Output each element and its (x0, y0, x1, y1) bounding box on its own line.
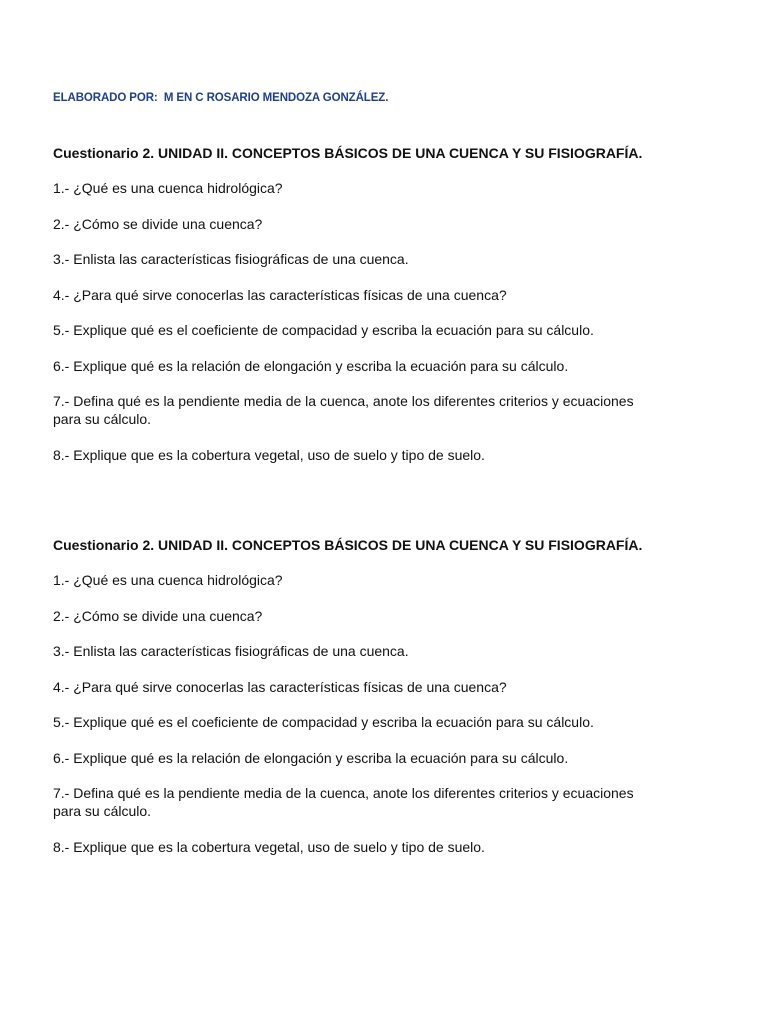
question-8: 8.- Explique que es la cobertura vegetal, uso de suelo y tipo de suelo. (53, 446, 485, 463)
question-7-line-2: para su cálculo. (53, 803, 152, 819)
question-5: 5.- Explique qué es el coeficiente de compacidad y escriba la ecuación para su cálculo. (53, 714, 594, 730)
question-7-line-1: 7.- Defina qué es la pendiente media de la cuenca, anote los diferentes criterios y ecuaciones (53, 785, 634, 801)
question-1: 1.- ¿Qué es una cuenca hidrológica? (53, 180, 283, 196)
section-title: Cuestionario 2. UNIDAD II. CONCEPTOS BÁSICOS DE UNA CUENCA Y SU FISIOGRAFÍA. (53, 145, 643, 161)
question-8: 8.- Explique que es la cobertura vegetal, uso de suelo y tipo de suelo. (53, 838, 485, 855)
question-3: 3.- Enlista las características fisiográficas de una cuenca. (53, 643, 409, 659)
question-5: 5.- Explique qué es el coeficiente de compacidad y escriba la ecuación para su cálculo. (53, 322, 594, 338)
question-4: 4.- ¿Para qué sirve conocerlas las características físicas de una cuenca? (53, 286, 507, 303)
question-2: 2.- ¿Cómo se divide una cuenca? (53, 607, 263, 624)
question-4: 4.- ¿Para qué sirve conocerlas las características físicas de una cuenca? (53, 678, 507, 695)
questionnaire-section-1 (53, 144, 743, 481)
question-7-line-1: 7.- Defina qué es la pendiente media de la cuenca, anote los diferentes criterios y ecuaciones (53, 393, 634, 409)
question-7 (53, 392, 743, 428)
author-line: ELABORADO POR: M EN C ROSARIO MENDOZA GONZÁLEZ. (53, 92, 389, 104)
question-7 (53, 784, 743, 820)
question-6: 6.- Explique qué es la relación de elongación y escriba la ecuación para su cálculo. (53, 749, 569, 766)
questionnaire-section-2 (53, 536, 743, 873)
question-2: 2.- ¿Cómo se divide una cuenca? (53, 215, 263, 232)
question-7-line-2: para su cálculo. (53, 411, 152, 427)
section-title: Cuestionario 2. UNIDAD II. CONCEPTOS BÁSICOS DE UNA CUENCA Y SU FISIOGRAFÍA. (53, 537, 643, 553)
question-6: 6.- Explique qué es la relación de elongación y escriba la ecuación para su cálculo. (53, 357, 569, 374)
question-3: 3.- Enlista las características fisiográficas de una cuenca. (53, 251, 409, 267)
question-1: 1.- ¿Qué es una cuenca hidrológica? (53, 572, 283, 588)
